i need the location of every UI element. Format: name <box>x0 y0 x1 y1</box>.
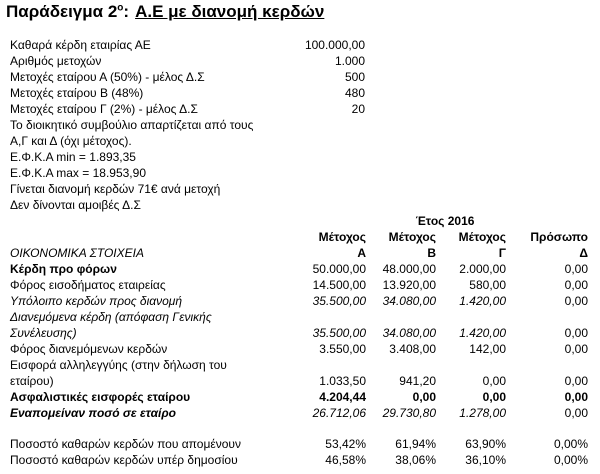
title-colon: : <box>123 2 130 21</box>
title-subject: Α.Ε με διανομή κερδών <box>135 2 325 21</box>
page-title <box>6 2 324 22</box>
cell-value: 941,20 <box>399 374 436 388</box>
summary-value: 36,10% <box>465 453 506 467</box>
summary-value: 46,58% <box>325 453 366 467</box>
cell-value: 0,00 <box>564 326 588 340</box>
row-label: Εναπομείναν ποσό σε εταίρο <box>10 406 176 420</box>
summary-label: Ποσοστό καθαρών κερδών υπέρ δημοσίου <box>10 453 238 467</box>
cell-value: 34.080,00 <box>382 326 436 340</box>
cell-value: 34.080,00 <box>382 294 436 308</box>
cell-value: 0,00 <box>564 262 588 276</box>
cell-value: 26.712,06 <box>312 406 366 420</box>
cell-value: 4.204,44 <box>319 390 366 404</box>
column-header-top: Πρόσωπο <box>530 230 588 244</box>
note-line: Γίνεται διανομή κερδών 71€ ανά μετοχή <box>10 182 221 196</box>
column-header-top: Μέτοχος <box>458 230 506 244</box>
cell-value: 1.420,00 <box>459 326 506 340</box>
fact-value: 1.000 <box>334 54 365 68</box>
cell-value: 29.730,80 <box>382 406 436 420</box>
summary-value: 0,00% <box>553 453 588 467</box>
title-prefix: Παράδειγμα 2 <box>6 2 118 21</box>
row-label-cont: Συνέλευσης) <box>10 326 77 340</box>
cell-value: 0,00 <box>564 342 588 356</box>
cell-value: 0,00 <box>482 390 506 404</box>
fact-value: 100.000,00 <box>304 38 365 52</box>
summary-value: 53,42% <box>325 437 366 451</box>
fact-value: 500 <box>344 70 365 84</box>
cell-value: 0,00 <box>564 278 588 292</box>
fact-label: Μετοχές εταίρου Α (50%) - μέλος Δ.Σ <box>10 70 205 84</box>
cell-value: 50.000,00 <box>312 262 366 276</box>
section-label: ΟΙΚΟΝΟΜΙΚΑ ΣΤΟΙΧΕΙΑ <box>10 246 144 260</box>
cell-value: 48.000,00 <box>382 262 436 276</box>
row-label-cont: εταίρου) <box>10 374 54 388</box>
note-line: Δεν δίνονται αμοιβές Δ.Σ <box>10 198 141 212</box>
cell-value: 0,00 <box>482 374 506 388</box>
fact-label: Αριθμός μετοχών <box>10 54 102 68</box>
cell-value: 0,00 <box>412 390 436 404</box>
summary-value: 38,06% <box>395 453 436 467</box>
cell-value: 142,00 <box>469 342 506 356</box>
cell-value: 13.920,00 <box>382 278 436 292</box>
row-label: Κέρδη προ φόρων <box>10 262 117 276</box>
row-label: Εισφορά αλληλεγγύης (στην δήλωση του <box>10 358 227 372</box>
column-header-top: Μέτοχος <box>388 230 436 244</box>
fact-value: 480 <box>344 86 365 100</box>
title-sup: ο <box>117 2 124 14</box>
table-year: Έτος 2016 <box>415 214 475 228</box>
cell-value: 0,00 <box>564 406 588 420</box>
cell-value: 35.500,00 <box>312 326 366 340</box>
cell-value: 14.500,00 <box>312 278 366 292</box>
fact-label: Καθαρά κέρδη εταιρίας ΑΕ <box>10 38 151 52</box>
summary-value: 61,94% <box>395 437 436 451</box>
cell-value: 3.408,00 <box>389 342 436 356</box>
cell-value: 2.000,00 <box>459 262 506 276</box>
row-label: Διανεμόμενα κέρδη (απόφαση Γενικής <box>10 310 212 324</box>
cell-value: 0,00 <box>564 390 588 404</box>
summary-label: Ποσοστό καθαρών κερδών που απομένουν <box>10 437 241 451</box>
fact-label: Μετοχές εταίρου Β (48%) <box>10 86 144 100</box>
summary-value: 63,90% <box>465 437 506 451</box>
fact-value: 20 <box>351 102 365 116</box>
cell-value: 0,00 <box>564 374 588 388</box>
column-header-bottom: Γ <box>498 246 506 260</box>
cell-value: 1.033,50 <box>319 374 366 388</box>
cell-value: 580,00 <box>469 278 506 292</box>
cell-value: 35.500,00 <box>312 294 366 308</box>
fact-label: Μετοχές εταίρου Γ (2%) - μέλος Δ.Σ <box>10 102 198 116</box>
note-line: Ε.Φ.Κ.Α min = 1.893,35 <box>10 150 136 164</box>
row-label: Φόρος εισοδήματος εταιρείας <box>10 278 166 292</box>
cell-value: 3.550,00 <box>319 342 366 356</box>
row-label: Ασφαλιστικές εισφορές εταίρου <box>10 390 191 404</box>
cell-value: 1.420,00 <box>459 294 506 308</box>
row-label: Φόρος διανεμόμενων κερδών <box>10 342 168 356</box>
column-header-top: Μέτοχος <box>318 230 366 244</box>
note-line: Το διοικητικό συμβούλιο απαρτίζεται από τους <box>10 118 254 132</box>
note-line: Ε.Φ.Κ.Α max = 18.953,90 <box>10 166 146 180</box>
cell-value: 1.278,00 <box>459 406 506 420</box>
summary-value: 0,00% <box>553 437 588 451</box>
cell-value: 0,00 <box>564 294 588 308</box>
column-header-bottom: Δ <box>579 246 588 260</box>
column-header-bottom: Α <box>357 246 366 260</box>
column-header-bottom: Β <box>427 246 436 260</box>
row-label: Υπόλοιπο κερδών προς διανομή <box>10 294 183 308</box>
note-line: Α,Γ και Δ (όχι μέτοχος). <box>10 134 132 148</box>
